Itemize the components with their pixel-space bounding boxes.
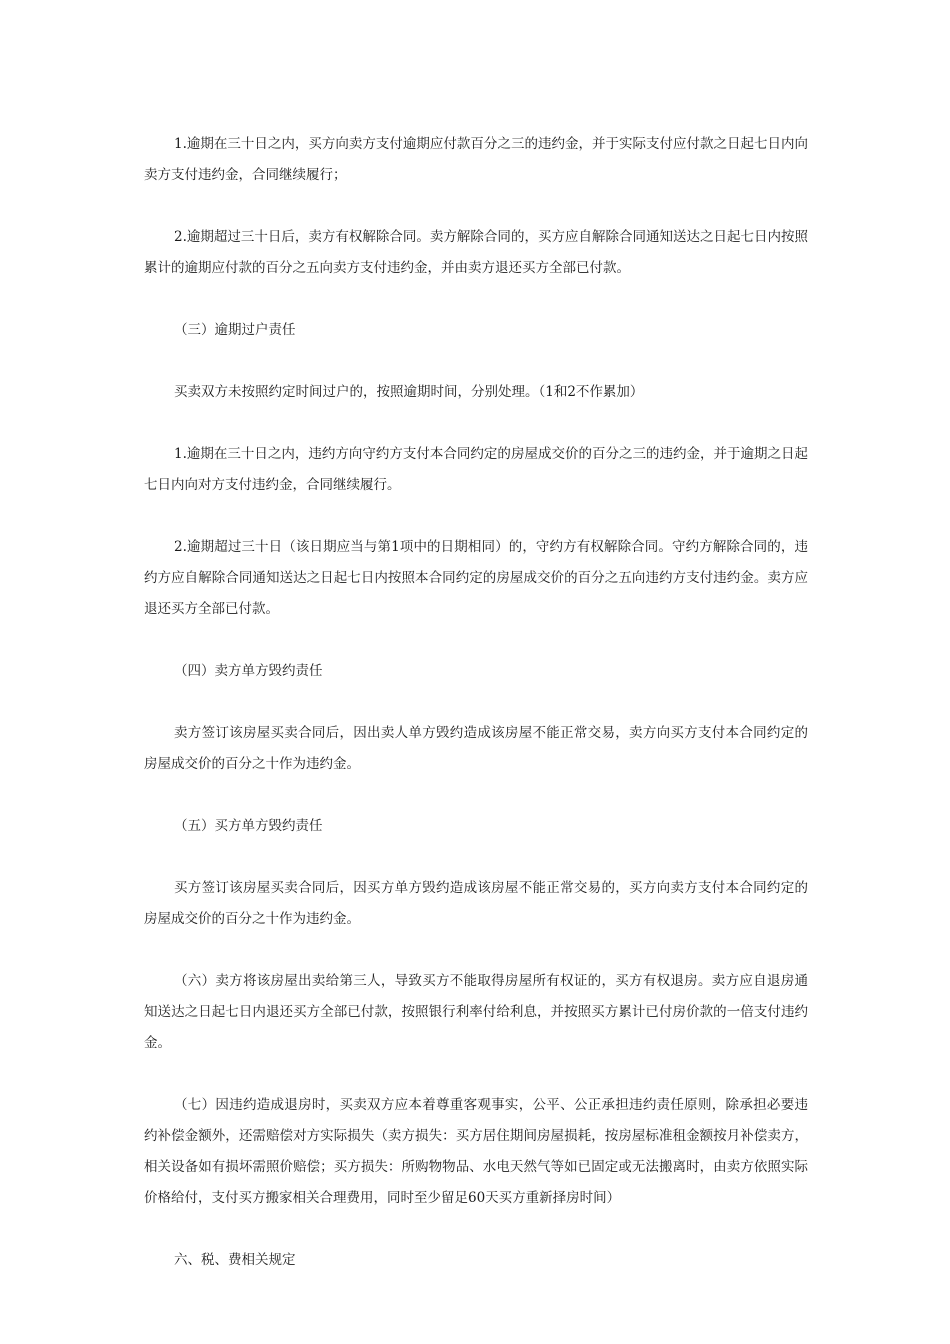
document-body bbox=[144, 129, 808, 1307]
clause-paragraph: 2.逾期超过三十日（该日期应当与第1项中的日期相同）的，守约方有权解除合同。守约方解除合同的，违约方应自解除合同通知送达之日起七日内按照本合同约定的房屋成交价的百分之五向违约方支付违约金。卖方应退还买方全部已付款。 bbox=[144, 539, 808, 617]
clause-paragraph: 卖方签订该房屋买卖合同后，因出卖人单方毁约造成该房屋不能正常交易，卖方向买方支付本合同约定的房屋成交价的百分之十作为违约金。 bbox=[144, 725, 808, 772]
chapter-heading: 六、税、费相关规定 bbox=[174, 1252, 296, 1268]
clause-paragraph: 1.逾期在三十日之内，买方向卖方支付逾期应付款百分之三的违约金，并于实际支付应付款之日起七日内向卖方支付违约金，合同继续履行； bbox=[144, 136, 808, 183]
clause-paragraph: 2.逾期超过三十日后，卖方有权解除合同。卖方解除合同的，买方应自解除合同通知送达之日起七日内按照累计的逾期应付款的百分之五向卖方支付违约金，并由卖方退还买方全部已付款。 bbox=[144, 229, 808, 276]
section-heading: （五）买方单方毁约责任 bbox=[174, 818, 323, 834]
section-heading: （三）逾期过户责任 bbox=[174, 322, 296, 338]
clause-paragraph: （七）因违约造成退房时，买卖双方应本着尊重客观事实，公平、公正承担违约责任原则，除承担必要违约补偿金额外，还需赔偿对方实际损失（卖方损失：买方居住期间房屋损耗，按房屋标准租金额按月补偿卖方，相关设备如有损坏需照价赔偿；买方损失：所购物物品、水电天然气等如已固定或无法搬离时，由卖方依照实际价格给付，支付买方搬家相关合理费用，同时至少留足60天买方重新择房时间） bbox=[144, 1097, 808, 1206]
clause-paragraph: （六）卖方将该房屋出卖给第三人，导致买方不能取得房屋所有权证的，买方有权退房。卖方应自退房通知送达之日起七日内退还买方全部已付款，按照银行利率付给利息，并按照买方累计已付房价款的一倍支付违约金。 bbox=[144, 973, 808, 1051]
section-heading: （四）卖方单方毁约责任 bbox=[174, 663, 323, 679]
clause-paragraph: 买卖双方未按照约定时间过户的，按照逾期时间，分别处理。（1和2不作累加） bbox=[174, 384, 644, 400]
clause-paragraph: 买方签订该房屋买卖合同后，因买方单方毁约造成该房屋不能正常交易的，买方向卖方支付本合同约定的房屋成交价的百分之十作为违约金。 bbox=[144, 880, 808, 927]
clause-paragraph: 1.逾期在三十日之内，违约方向守约方支付本合同约定的房屋成交价的百分之三的违约金，并于逾期之日起七日内向对方支付违约金，合同继续履行。 bbox=[144, 446, 808, 493]
